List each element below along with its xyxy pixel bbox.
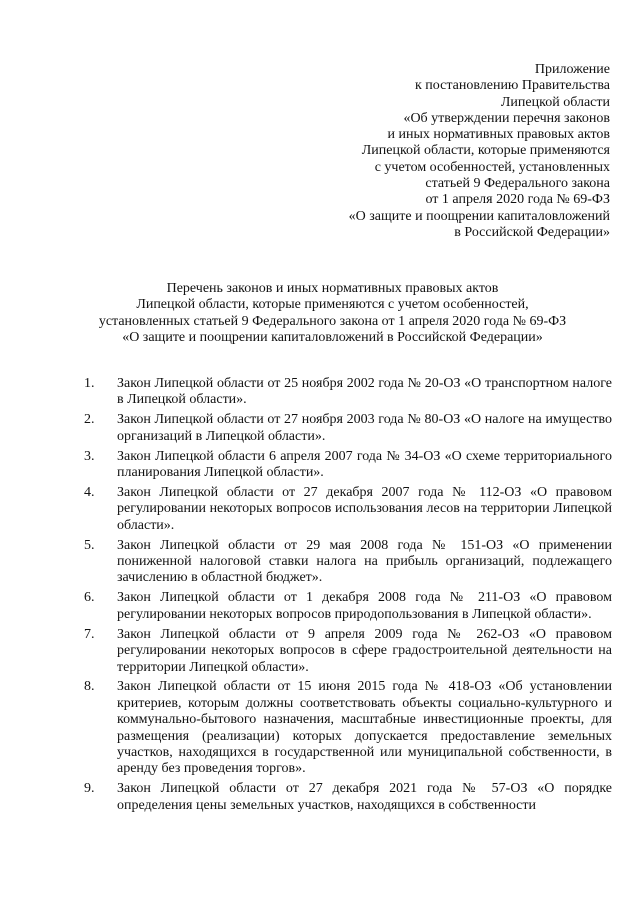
list-item	[84, 485, 612, 534]
appendix-line: и иных нормативных правовых актов	[387, 127, 610, 143]
appendix-line: с учетом особенностей, установленных	[374, 159, 610, 175]
item-text: Закон Липецкой области от 27 декабря 2021 года № 57-ОЗ «О порядке определения цены земельных участков, находящихся в собственности	[117, 781, 612, 813]
item-text: Закон Липецкой области от 29 мая 2008 года № 151-ОЗ «О применении пониженной налоговой ставки налога на прибыль организаций, подлежащего зачислению в областной бюджет».	[117, 537, 612, 586]
title-line: Липецкой области, которые применяются с учетом особенностей,	[136, 297, 529, 313]
item-text: Закон Липецкой области от 1 декабря 2008 года № 211-ОЗ «О правовом регулировании некоторых вопросов природопользования в Липецкой области».	[117, 590, 612, 622]
item-number: 4.	[84, 484, 95, 500]
list-item	[84, 679, 612, 777]
list-item	[84, 376, 612, 409]
item-number: 9.	[84, 781, 95, 797]
appendix-line: Приложение	[534, 62, 610, 77]
item-number: 2.	[84, 412, 95, 428]
list-item	[84, 590, 612, 623]
law-list	[84, 376, 612, 818]
item-number: 7.	[84, 626, 95, 642]
item-number: 8.	[84, 679, 95, 695]
item-number: 6.	[84, 590, 95, 606]
appendix-line: статьей 9 Федерального закона	[425, 176, 610, 192]
item-text: Закон Липецкой области от 27 ноября 2003 года № 80-ОЗ «О налоге на имущество организаций в Липецкой области».	[117, 412, 612, 444]
appendix-line: в Российской Федерации»	[454, 224, 610, 240]
item-text: Закон Липецкой области от 27 декабря 2007 года № 112-ОЗ «О правовом регулировании некоторых вопросов использования лесов на территории Липецкой области».	[117, 484, 612, 533]
item-text: Закон Липецкой области от 15 июня 2015 года № 418-ОЗ «Об установлении критериев, которым должны соответствовать объекты социально-культурного и коммунально-бытового назначения, масштабные инвестиционные проекты, для размещения (реализации) которых допускается предоставление земельных участков, находящихся в государственной или муниципальной собственности, в аренду без проведения торгов».	[117, 679, 612, 777]
item-text: Закон Липецкой области 6 апреля 2007 года № 34-ОЗ «О схеме территориального планирования Липецкой области».	[117, 448, 612, 481]
appendix-line: от 1 апреля 2020 года № 69-ФЗ	[425, 192, 610, 208]
appendix-line: к постановлению Правительства	[414, 78, 610, 94]
title-line: Перечень законов и иных нормативных правовых актов	[166, 281, 499, 296]
item-number: 3.	[84, 448, 95, 464]
title-line: «О защите и поощрении капиталовложений в Российской Федерации»	[122, 330, 543, 346]
appendix-line: Липецкой области, которые применяются	[361, 143, 610, 159]
list-item	[84, 449, 612, 482]
item-text: Закон Липецкой области от 9 апреля 2009 года № 262-ОЗ «О правовом регулировании некоторых вопросов в сфере градостроительной деятельности на территории Липецкой области».	[117, 626, 612, 675]
appendix-line: Липецкой области	[500, 94, 610, 110]
item-text: Закон Липецкой области от 25 ноября 2002 года № 20-ОЗ «О транспортном налоге в Липецкой области».	[117, 376, 612, 408]
title-line: установленных статьей 9 Федерального закона от 1 апреля 2020 года № 69-ФЗ	[98, 313, 567, 329]
appendix-header	[280, 62, 610, 241]
list-item	[84, 781, 612, 814]
appendix-line: «О защите и поощрении капиталовложений	[348, 208, 610, 224]
item-number: 1.	[84, 376, 95, 391]
list-item	[84, 412, 612, 445]
document-title	[40, 281, 625, 347]
appendix-line: «Об утверждении перечня законов	[403, 110, 610, 126]
item-number: 5.	[84, 537, 95, 553]
list-item	[84, 538, 612, 587]
list-item	[84, 627, 612, 676]
